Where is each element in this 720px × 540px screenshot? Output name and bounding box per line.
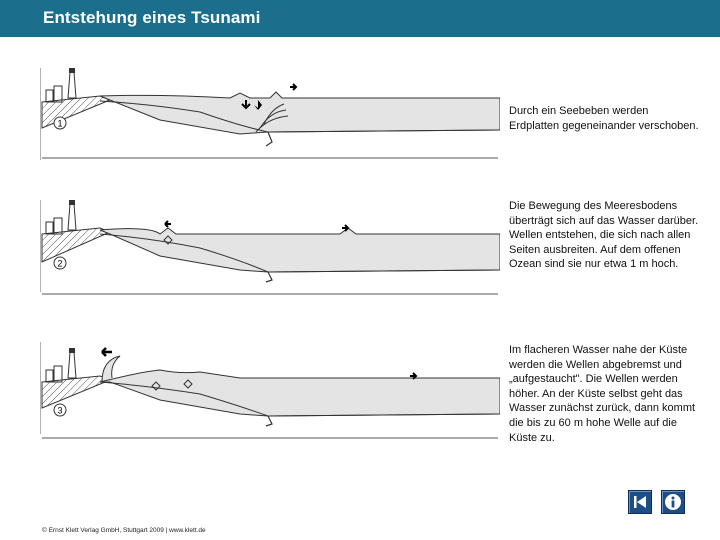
step-3-illustration <box>40 342 500 442</box>
back-button[interactable] <box>628 490 652 514</box>
step-1-number: 1 <box>57 118 63 129</box>
step-2-description: Die Bewegung des Meeresbodens überträgt sich auf das Wasser darüber. Wellen entstehen, die sich nach allen Seiten ausbreiten. Auf dem offenen Ozean sind sie nur etwa 1 m hoch. <box>509 200 699 271</box>
page-title: Entstehung eines Tsunami <box>43 8 261 27</box>
copyright-footer: © Ernst Klett Verlag GmbH, Stuttgart 2009 | www.klett.de <box>42 527 206 534</box>
step-2-illustration <box>40 200 500 300</box>
step-3-number: 3 <box>57 405 63 416</box>
step-2-number: 2 <box>57 258 63 269</box>
info-button[interactable] <box>661 490 685 514</box>
step-3-description: Im flacheren Wasser nahe der Küste werden die Wellen abgebremst und „aufgestaucht". Die Wellen werden höher. An der Küste selbst geht das Wasser zunächst zurück, dann kommt die bis zu 60 m hohe Welle auf die Küste zu. <box>509 344 696 444</box>
step-1-illustration <box>40 68 500 168</box>
step-1-description: Durch ein Seebeben werden Erdplatten gegeneinander verschoben. <box>509 105 699 132</box>
header-bar <box>0 0 720 37</box>
info-icon <box>662 491 684 513</box>
skip-back-icon <box>629 491 651 513</box>
